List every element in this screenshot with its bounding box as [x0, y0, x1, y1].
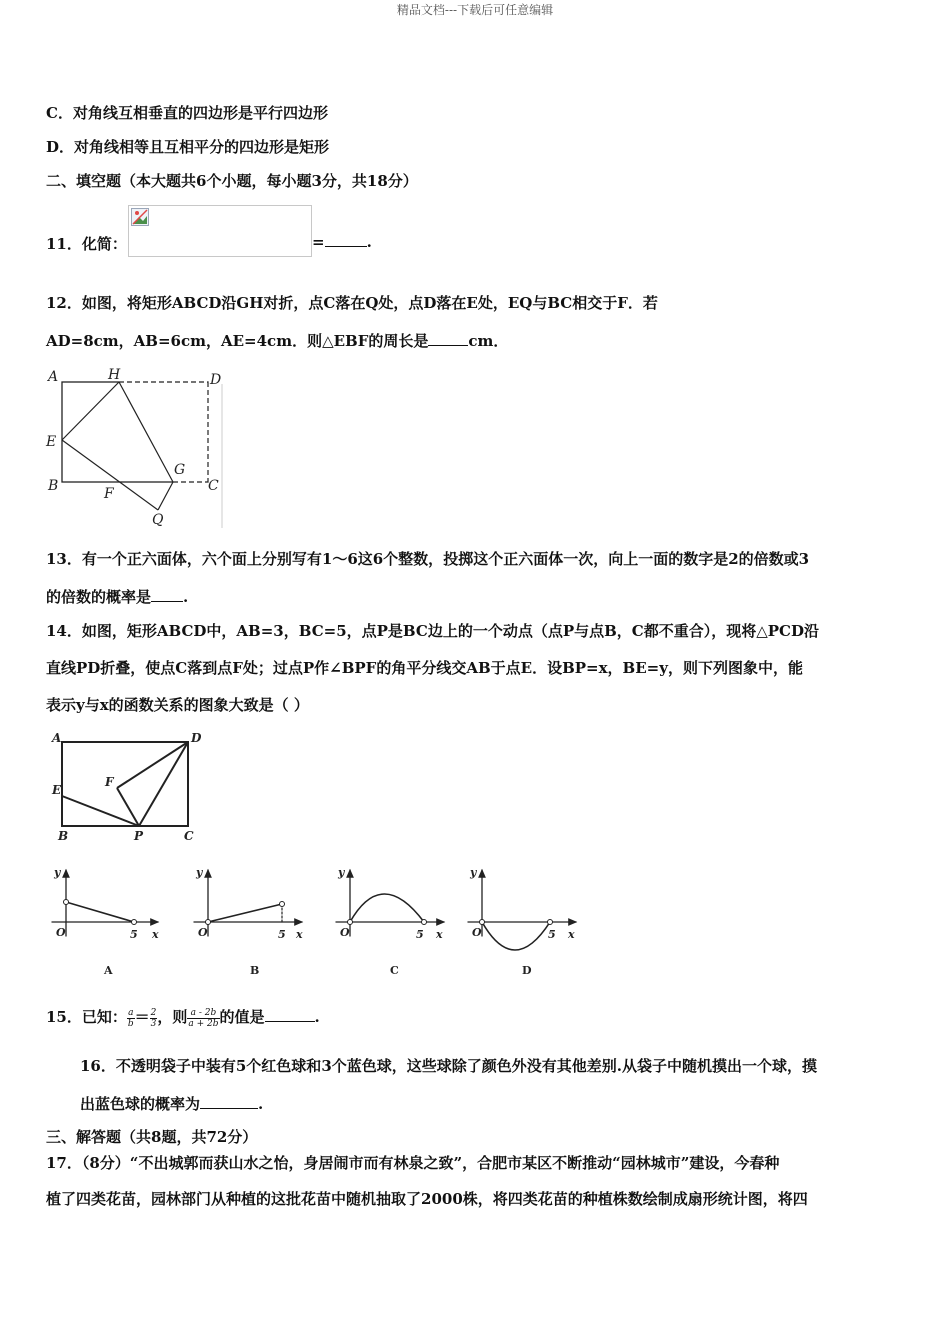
q16-line-2: 出蓝色球的概率为 .	[80, 1095, 264, 1113]
option-label-a: A	[104, 964, 113, 977]
answer-blank	[200, 1107, 258, 1109]
option-label-d: D	[522, 964, 532, 977]
label-a: A	[52, 731, 62, 745]
broken-image-icon	[131, 208, 151, 228]
label-h: H	[108, 367, 121, 383]
svg-text:x: x	[152, 928, 159, 941]
label-g: G	[174, 462, 186, 478]
svg-text:5: 5	[278, 928, 286, 941]
option-label-b: B	[250, 964, 260, 977]
svg-text:y: y	[470, 866, 477, 879]
q11-answer: = .	[312, 233, 372, 251]
q14-graph-options	[40, 860, 580, 984]
svg-text:y: y	[54, 866, 61, 879]
q14-line-2: 直线PD折叠，使点C落到点F处；过点P作∠BPF的角平分线交AB于点E．设BP=x，BE=y，则下列图象中，能	[46, 659, 803, 677]
fraction-2-3: $\frac{2}{3}$	[150, 1007, 157, 1029]
fraction-a-b: $\frac{a}{b}$	[127, 1007, 134, 1029]
page-header: 精品文档---下载后可任意编辑	[396, 3, 554, 17]
q13-line-1: 13．有一个正六面体，六个面上分别写有1～6这6个整数，投掷这个正六面体一次，向上一面的数字是2的倍数或3	[46, 550, 810, 568]
svg-text:5: 5	[130, 928, 138, 941]
svg-text:5: 5	[416, 928, 424, 941]
label-b: B	[58, 829, 69, 843]
answer-blank	[151, 600, 183, 602]
svg-text:O: O	[198, 926, 208, 939]
graph-d	[468, 866, 576, 977]
q15-text: 15．已知： $\frac{a}{b}$ ＝ $\frac{2}{3}$ ，则 $\frac{a - 2b}{a + 2b}$ 的值是 .	[46, 1007, 320, 1029]
graph-a	[52, 866, 159, 977]
q12-line-1: 12．如图，将矩形ABCD沿GH对折，点C落在Q处，点D落在E处，EQ与BC相交于F．若	[46, 294, 658, 312]
label-d: D	[210, 372, 222, 388]
svg-text:x: x	[568, 928, 575, 941]
svg-text:y: y	[338, 866, 345, 879]
label-c: C	[208, 478, 219, 494]
section-3-heading: 三、解答题（共8题，共72分）	[46, 1128, 258, 1146]
q14-line-3: 表示y与x的函数关系的图象大致是（ ）	[46, 696, 309, 714]
svg-text:O: O	[472, 926, 482, 939]
label-e: E	[52, 783, 62, 797]
label-f: F	[104, 486, 114, 502]
option-d: D．对角线相等且互相平分的四边形是矩形	[46, 138, 330, 156]
graph-b	[194, 866, 303, 977]
graph-c	[336, 866, 444, 977]
q12-figure	[40, 364, 230, 530]
option-label-c: C	[390, 964, 399, 977]
label-e: E	[46, 434, 57, 450]
q11-image-placeholder	[128, 205, 312, 257]
option-c: C．对角线互相垂直的四边形是平行四边形	[46, 104, 328, 122]
q16-line-1: 16．不透明袋子中装有5个红色球和3个蓝色球，这些球除了颜色外没有其他差别.从袋子中随机摸出一个球，摸	[80, 1057, 817, 1075]
q17-line-1: 17．（8分）“不出城郭而获山水之怡，身居闹市而有林泉之致”，合肥市某区不断推动“园林城市”建设，今春种	[46, 1154, 780, 1172]
label-d: D	[191, 731, 202, 745]
label-p: P	[134, 829, 144, 843]
svg-text:O: O	[340, 926, 350, 939]
section-2-heading: 二、填空题（本大题共6个小题，每小题3分，共18分）	[46, 172, 418, 190]
svg-text:y: y	[196, 866, 203, 879]
answer-blank	[265, 1020, 315, 1022]
q14-figure	[44, 728, 214, 846]
q11-prefix: 11．化简：	[46, 235, 127, 253]
label-b: B	[48, 478, 59, 494]
q12-line-2: AD=8cm，AB=6cm，AE=4cm．则△EBF的周长是 cm．	[46, 332, 509, 350]
q14-line-1: 14．如图，矩形ABCD中，AB=3，BC=5，点P是BC边上的一个动点（点P与点B，C都不重合），现将△PCD沿	[46, 622, 819, 640]
svg-text:x: x	[436, 928, 443, 941]
fraction-expression: $\frac{a - 2b}{a + 2b}$	[188, 1007, 219, 1029]
label-f: F	[105, 775, 114, 789]
label-c: C	[184, 829, 194, 843]
answer-blank	[428, 344, 468, 346]
label-q: Q	[152, 512, 164, 528]
q11-text	[46, 233, 127, 254]
answer-blank	[325, 245, 367, 247]
q17-line-2: 植了四类花苗，园林部门从种植的这批花苗中随机抽取了2000株，将四类花苗的种植株数绘制成扇形统计图，将四	[46, 1190, 808, 1208]
q13-line-2: 的倍数的概率是 .	[46, 588, 189, 606]
label-a: A	[48, 369, 59, 385]
svg-text:O: O	[56, 926, 66, 939]
svg-text:x: x	[296, 928, 303, 941]
svg-text:5: 5	[548, 928, 556, 941]
